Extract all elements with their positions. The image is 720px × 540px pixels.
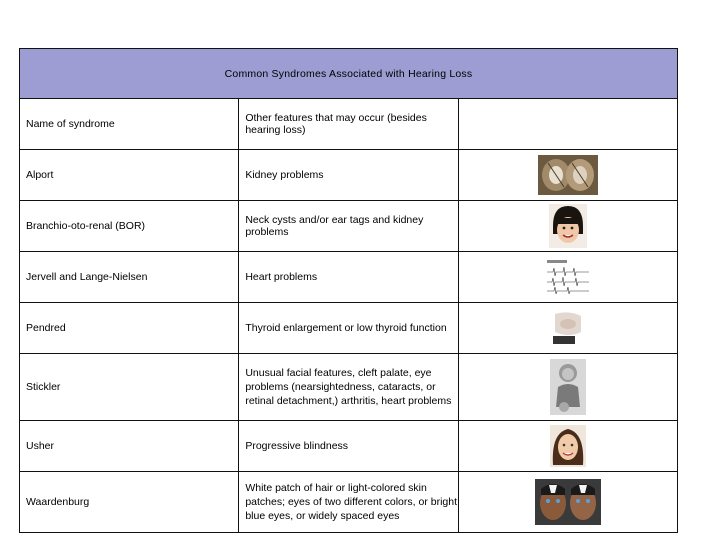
header-features: Other features that may occur (besides hearing loss) [239,99,458,150]
table-row [20,201,678,252]
syndrome-name: Alport [20,150,239,201]
two-children-photo [535,479,601,525]
syndrome-features: Thyroid enlargement or low thyroid function [239,303,458,354]
child-bw-photo [550,359,586,415]
image-cell [458,150,677,201]
syndrome-name: Jervell and Lange-Nielsen [20,252,239,303]
woman-face-photo [550,425,586,467]
syndrome-features: Heart problems [239,252,458,303]
table-row [20,150,678,201]
syndrome-name: Pendred [20,303,239,354]
table-row [20,252,678,303]
syndrome-features: Kidney problems [239,150,458,201]
kidney-cross-section-photo [538,155,598,195]
image-cell [458,472,677,533]
syndrome-features-text: White patch of hair or light-colored skin patches; eyes of two different colors, or bright blue eyes, or widely spaced eyes [245,482,457,522]
table-row [20,354,678,421]
header-name: Name of syndrome [20,99,239,150]
ecg-chart-image [545,258,591,296]
image-cell [458,421,677,472]
image-cell [458,354,677,421]
syndrome-features [239,354,458,421]
image-cell [458,201,677,252]
table-row [20,421,678,472]
table-row [20,303,678,354]
syndrome-name: Branchio-oto-renal (BOR) [20,201,239,252]
table-title: Common Syndromes Associated with Hearing Loss [20,49,678,99]
header-row [20,99,678,150]
syndrome-name: Waardenburg [20,472,239,533]
syndrome-table [19,48,678,533]
image-cell [458,252,677,303]
syndrome-name: Stickler [20,354,239,421]
child-face-photo [549,204,587,248]
table-row [20,472,678,533]
syndrome-features-text: Unusual facial features, cleft palate, eye problems (nearsightedness, cataracts, or retinal detachment,) arthritis, heart problems [245,367,452,407]
neck-thyroid-photo [551,310,585,346]
syndrome-features: Progressive blindness [239,421,458,472]
syndrome-features: Neck cysts and/or ear tags and kidney problems [239,201,458,252]
image-cell [458,303,677,354]
syndrome-features [239,472,458,533]
syndrome-name: Usher [20,421,239,472]
header-image [458,99,677,150]
